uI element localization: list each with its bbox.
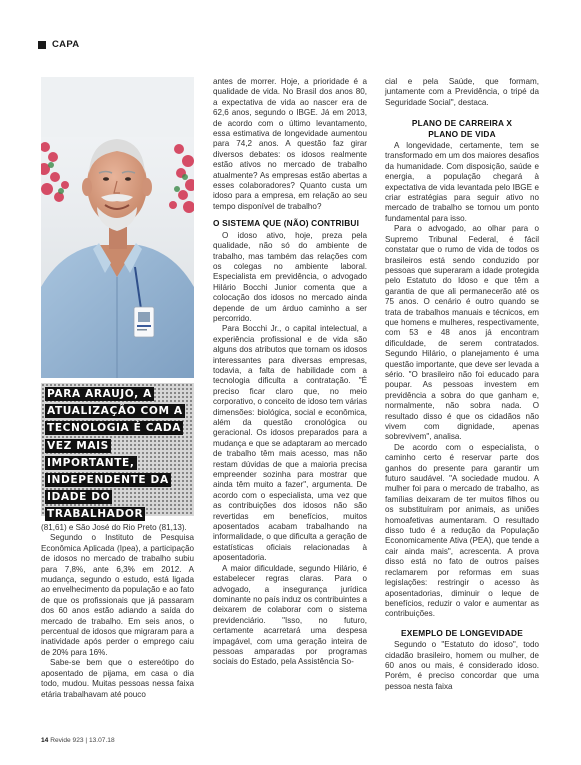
- section-marker-icon: [38, 41, 46, 49]
- section-label: CAPA: [52, 39, 80, 50]
- portrait-photo: [41, 77, 194, 378]
- paragraph: A longevidade, certamente, tem se transformado em um dos maiores desafios da humanidade. Com disposição, saúde e energia, a população chegará à expectativa de vida levantada pelo IBGE e criar estratégias para seguir ativo no mercado de trabalho se tornou um ponto fundamental para isso.: [385, 141, 539, 223]
- article-column-1: [41, 523, 194, 700]
- paragraph: Segundo o "Estatuto do idoso", todo cidadão brasileiro, homem ou mulher, de 60 anos ou mais, é considerado idoso. Porém, é preciso concordar que uma pessoa nesta faixa: [385, 640, 539, 691]
- paragraph: O idoso ativo, hoje, preza pela qualidade, não só do ambiente de trabalho, mas também das relações com os colegas no ambiente laboral. Especialista em previdência, o advogado Hilário Bocchi Junior comenta que a colocação dos idosos no mercado ainda depende de um árduo caminho a ser percorrido.: [213, 230, 367, 323]
- subheading: O SISTEMA QUE (NÃO) CONTRIBUI: [213, 218, 360, 229]
- paragraph: Sabe-se bem que o estereótipo do aposentado de pijama, em casa o dia todo, mudou. Muitas pessoas nessa faixa etária trabalhavam até pouco: [41, 658, 194, 699]
- footer-separator: |: [85, 737, 88, 744]
- paragraph: A maior dificuldade, segundo Hilário, é estabelecer regras claras. Para o advogado, a insegurança jurídica dominante no país induz os contribuintes a deixarem de colaborar com o sistema previdenciário. "Isso, no futuro, certamente acarretará uma despesa impagável, com uma geração inteira de pessoas amparadas por programas sociais do Estado, pela Assistência So-: [213, 563, 367, 667]
- section-header: [38, 39, 79, 50]
- article-column-3: [385, 77, 539, 692]
- issue-date: 13.07.18: [88, 737, 115, 744]
- paragraph: Para o advogado, ao olhar para o Supremo Tribunal Federal, é fácil constatar que o rumo de vida de todos os brasileiros está sendo conduzido por pessoas que superaram a idade protegida pelo Estatuto do Idoso e que têm a garantia de que ali permanecerão até os 75 anos. O cenário é outro quando se trata de trabalhos manuais e técnicos, em que homens e mulheres, respectivamente, com 53 e 48 anos já encontram dificuldade, de serem contratados. Segundo Hilário, o planejamento é uma questão importante, que deve ser levada a sério. "O brasileiro não foi educado para poupar. As pessoas investem em previdência a sobra do que ganham e, normalmente, não sobra nada. O resultado disso é que os cidadãos não vivem com dignidade, apenas sobrevivem", analisa.: [385, 224, 539, 442]
- page-number: 14: [41, 737, 49, 744]
- subheading: PLANO DE CARREIRA X PLANO DE VIDA: [411, 118, 513, 139]
- caption-text: PARA ARAUJO, A ATUALIZAÇÃO COM A TECNOLOGIA É CADA VEZ MAIS IMPORTANTE, INDEPENDENTE DA IDADE DO TRABALHADOR: [47, 388, 183, 521]
- article-column-2: [213, 77, 367, 668]
- page-footer: [41, 737, 115, 744]
- photo-caption: [41, 383, 194, 521]
- paragraph: cial e pela Saúde, que formam, juntamente com a Previdência, o tripé da Seguridade Social", destaca.: [385, 77, 539, 107]
- paragraph: Para Bocchi Jr., o capital intelectual, a experiência profissional e de vida são alguns dos atributos que tornam os idosos interessantes para diversas empresas, todavia, a falta de habilidade com a tecnologia dificulta a contratação. "É preciso ficar claro que, no meio corporativo, o conceito de idoso tem várias dimensões: biológica, social e econômica, além da questão cronológica ou geracional. Os idosos preparados para a mudança e que se adaptaram ao mercado de trabalho têm mais acesso, mas não restam dúvidas de que a maioria precisa empreender sozinha para mostrar que ainda têm muito a fazer", argumenta. De acordo com o especialista, uma vez que as contribuições dos idosos não são revertidas em benefícios, muitos aposentados acabam trabalhando na informalidade, o que dificulta a geração de estatísticas oficiais relacionadas à aposentadoria.: [213, 324, 367, 563]
- paragraph: (81,61) e São José do Rio Preto (81,13).: [41, 523, 187, 532]
- paragraph: antes de morrer. Hoje, a prioridade é a qualidade de vida. No Brasil dos anos 80, a expectativa de vida ao nascer era de 62,6 anos, segundo o IBGE. Já em 2013, de acordo com o último levantamento, essa estimativa de longevidade aumentou para 74,2 anos. A questão faz girar diversos debates: os idosos realmente estão ativos no mercado de trabalho atualmente? As empresas estão abertas a esses colaboradores? Quanto custa um idoso para a empresa, em relação ao seu tempo disponível de trabalho?: [213, 77, 367, 211]
- subheading: EXEMPLO DE LONGEVIDADE: [401, 627, 523, 638]
- paragraph: De acordo com o especialista, o caminho certo é reservar parte dos ganhos do presente para garantir um futuro saudável. "A sociedade mudou. A mulher foi para o mercado de trabalho, as famílias deixaram de ter muitos filhos ou os substituíram por animais, as uniões homoafetivas aumentaram. O resultado disso tudo é a redução da População Economicamente Ativa (PEA), que tende a cair ainda mais", acrescenta. A prova disso está no fato de outros países reclamarem por reformas em suas legislações: restringir o acesso às aposentadorias, diminuir o leque de benefícios, reduzir o valor e aumentar as contribuições.: [385, 442, 539, 619]
- magazine-issue: Revide 923: [50, 737, 84, 744]
- paragraph: Segundo o Instituto de Pesquisa Econômica Aplicada (Ipea), a participação de idosos no mercado de trabalho subiu para 7,8%, ante 6,3% em 2012. A mudança, segundo o estudo, está ligada ao envelhecimento da população e ao fato de que os profissionais que já passaram dos 60 anos estão adiando a saída do mercado de trabalho. Em seis anos, o percentual de idosos que migraram para a inatividade após perder o emprego caiu de 20% para 16%.: [41, 533, 194, 657]
